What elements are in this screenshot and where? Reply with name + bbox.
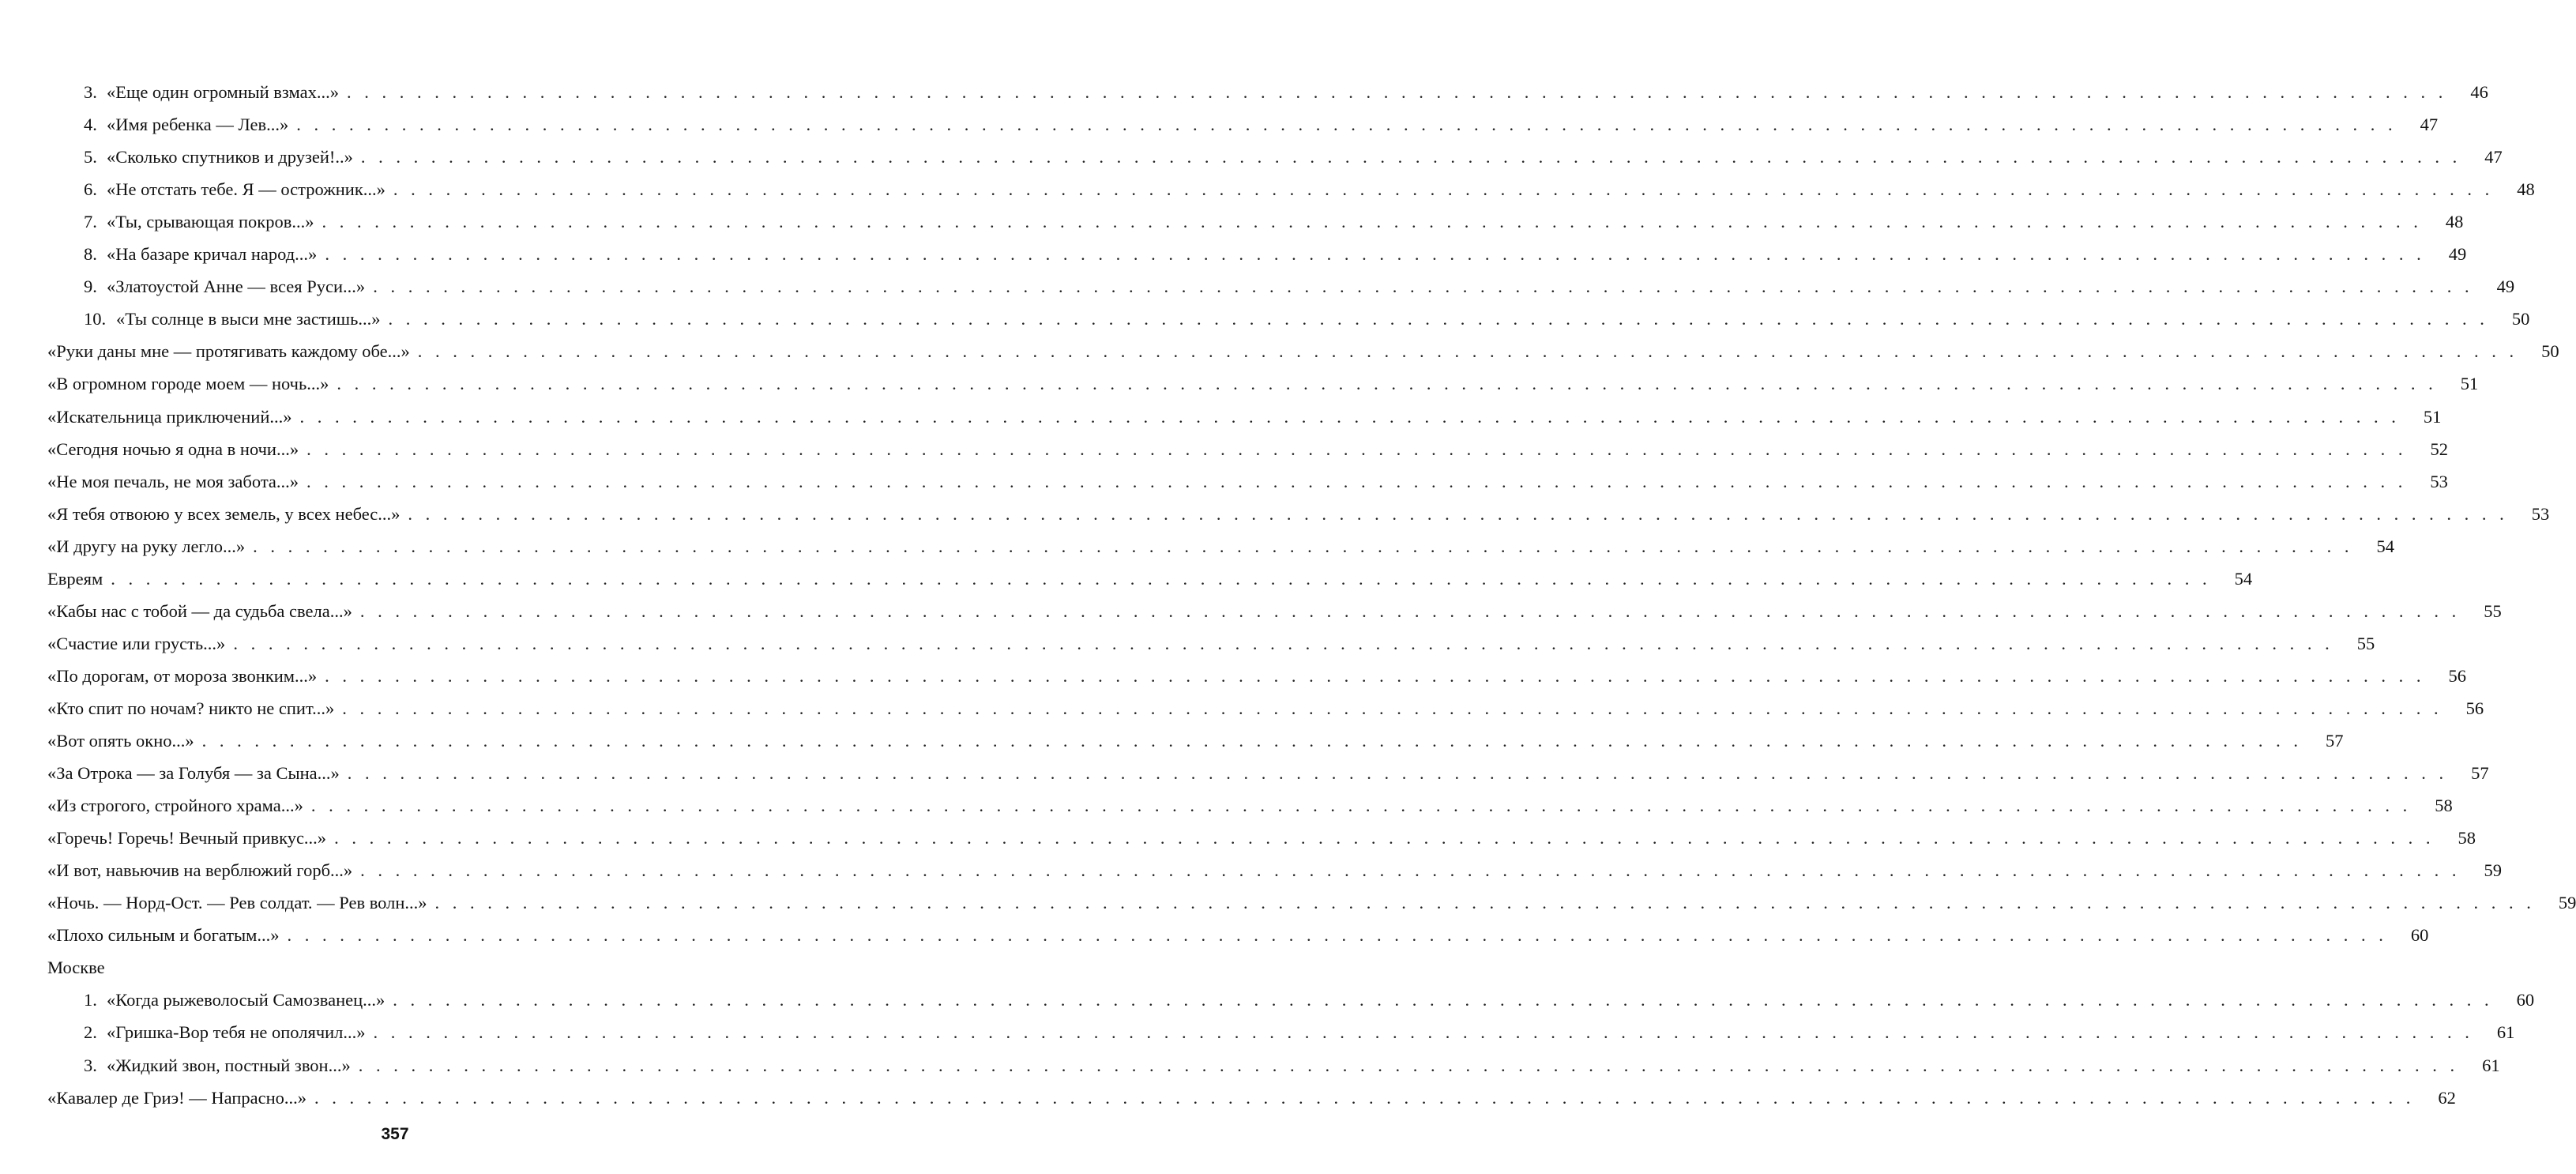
toc-entry-page: 50	[2541, 341, 2559, 362]
toc-entry-title	[84, 238, 317, 270]
toc-entry-page: 53	[2531, 503, 2550, 524]
toc-entry	[0, 173, 2535, 205]
toc-entry-title	[47, 367, 329, 400]
toc-entry-text: «Кто спит по ночам? никто не спит...»	[47, 698, 335, 718]
dot-leader: . . . . . . . . . . . . . . . . . . . . . . . . . . . . . . . . . . . . . . . . . . . . . . . . . . . . . . . . . . . . . . . . . . . . . . . . . . . . . . . . . . . . . . . . . . . . . . . . . . . . . . . . . . . . . . . . . . . . . . . .	[393, 179, 2494, 200]
toc-entry	[0, 367, 2479, 400]
toc-entry-page: 58	[2458, 828, 2476, 849]
toc-entry-text: «Кабы нас с тобой — да судьба свела...»	[47, 600, 352, 621]
toc-entry-page: 47	[2420, 115, 2439, 135]
toc-entry	[0, 724, 2344, 757]
dot-leader: . . . . . . . . . . . . . . . . . . . . . . . . . . . . . . . . . . . . . . . . . . . . . . . . . . . . . . . . . . . . . . . . . . . . . . . . . . . . . . . . . . . . . . . . . . . . . . . . . . . . . . . . . . . . . . . . . . . . . . . .	[334, 828, 2435, 849]
toc-entry-number: 1.	[84, 990, 97, 1010]
toc-entry	[0, 498, 2550, 530]
dot-leader: . . . . . . . . . . . . . . . . . . . . . . . . . . . . . . . . . . . . . . . . . . . . . . . . . . . . . . . . . . . . . . . . . . . . . . . . . . . . . . . . . . . . . . . . . . . . . . . . . . . . . . . . . . . . . . . . . . . . . . . .	[373, 277, 2474, 297]
toc-entry-text: «Из строгого, стройного храма...»	[47, 796, 303, 816]
toc-entry-title	[47, 335, 410, 367]
toc-entry	[0, 1016, 2515, 1048]
toc-entry-page: 56	[2465, 698, 2484, 718]
dot-leader: . . . . . . . . . . . . . . . . . . . . . . . . . . . . . . . . . . . . . . . . . . . . . . . . . . . . . . . . . . . . . . . . . . . . . . . . . . . . . . . . . . . . . . . . . . . . . . . . . . . . . . . . . . . . . . . . . . . . . . . .	[358, 1055, 2459, 1075]
toc-entry-page: 58	[2435, 796, 2453, 816]
toc-entry-title	[47, 627, 225, 660]
toc-entry-title	[47, 951, 105, 984]
toc-entry-title	[47, 1082, 306, 1114]
dot-leader: . . . . . . . . . . . . . . . . . . . . . . . . . . . . . . . . . . . . . . . . . . . . . . . . . . . . . . . . . . . . . . . . . . . . . . . . . . . . . . . . . . . . . . . . . . . . . . . . . . . . . . . . . . . . . . . . . . . . . . . .	[360, 147, 2461, 167]
toc-entry-page: 49	[2448, 244, 2467, 265]
toc-entry-text: Евреям	[47, 568, 103, 589]
toc-entry-text: «На базаре кричал народ...»	[107, 244, 318, 265]
toc-entry	[0, 238, 2467, 270]
toc-entry-title	[47, 692, 334, 724]
toc-entry-text: «Имя ребенка — Лев...»	[107, 115, 289, 135]
toc-entry-text: «Сколько спутников и друзей!..»	[107, 147, 353, 167]
toc-entry-number: 7.	[84, 212, 97, 232]
toc-entry-title	[84, 1016, 366, 1048]
toc-entry-page: 57	[2471, 763, 2489, 784]
dot-leader: . . . . . . . . . . . . . . . . . . . . . . . . . . . . . . . . . . . . . . . . . . . . . . . . . . . . . . . . . . . . . . . . . . . . . . . . . . . . . . . . . . . . . . . . . . . . . . . . . . . . . . . . . . . . . . . . . . . . . . . .	[306, 438, 2407, 459]
toc-entry-text: «Ты, срывающая покров...»	[107, 212, 314, 232]
toc-entry-number: 8.	[84, 244, 97, 265]
toc-entry-number: 2.	[84, 1022, 97, 1043]
toc-entry-title	[47, 465, 299, 498]
toc-entry-text: «Руки даны мне — протягивать каждому обе...»	[47, 341, 410, 362]
toc-entry	[0, 919, 2429, 951]
toc-entry-page: 60	[2410, 925, 2429, 946]
dot-leader: . . . . . . . . . . . . . . . . . . . . . . . . . . . . . . . . . . . . . . . . . . . . . . . . . . . . . . . . . . . . . . . . . . . . . . . . . . . . . . . . . . . . . . . . . . . . . . . . . . . . . . . . . . . . . . . . . . . . . . . .	[393, 990, 2494, 1010]
toc-entry-text: «В огромном городе моем — ночь...»	[47, 374, 329, 394]
toc-entry	[0, 627, 2375, 660]
toc-entry-text: «Когда рыжеволосый Самозванец...»	[107, 990, 385, 1010]
toc-entry-title	[47, 530, 245, 563]
toc-entry	[0, 595, 2502, 627]
toc-entry-page: 46	[2470, 82, 2488, 102]
toc-entry	[0, 530, 2395, 563]
toc-entry-title	[84, 1049, 351, 1082]
dot-leader: . . . . . . . . . . . . . . . . . . . . . . . . . . . . . . . . . . . . . . . . . . . . . . . . . . . . . . . . . . . . . . . . . . . . . . . . . . . . . . . . . . . . . . . . . . . . . . . . . . . . . . . . . . . . . . . . . . . . . . . .	[342, 698, 2443, 718]
toc-entry	[0, 1082, 2456, 1114]
toc-entry-text: «За Отрока — за Голубя — за Сына...»	[47, 763, 340, 784]
toc-entry-title	[47, 886, 427, 919]
toc-entry	[0, 1049, 2500, 1082]
toc-entry-text: «Я тебя отвоюю у всех земель, у всех небес...»	[47, 503, 401, 524]
dot-leader: . . . . . . . . . . . . . . . . . . . . . . . . . . . . . . . . . . . . . . . . . . . . . . . . . . . . . . . . . . . . . . . . . . . . . . . . . . . . . . . . . . . . . . . . . . . . . . . . . . . . . . . . . . . . . . . . . . . . . . . .	[296, 115, 2397, 135]
toc-entry-title	[84, 76, 339, 108]
toc-entry-number: 10.	[84, 309, 107, 329]
toc-entry	[0, 76, 2488, 108]
dot-leader: . . . . . . . . . . . . . . . . . . . . . . . . . . . . . . . . . . . . . . . . . . . . . . . . . . . . . . . . . . . . . . . . . . . . . . . . . . . . . . . . . . . . . . . . . . . . . . . . . . . . . . . . . . . . . . . . . . . . . . . .	[306, 471, 2407, 491]
dot-leader: . . . . . . . . . . . . . . . . . . . . . . . . . . . . . . . . . . . . . . . . . . . . . . . . . . . . . . . . . . . . . . . . . . . . . . . . . . . . . . . . . . . . . . . . . . . . . . . . . . . . . . . . . . . . . . . . . . . . . . . .	[325, 244, 2426, 265]
toc-entry-text: «Вот опять окно...»	[47, 731, 194, 751]
toc-entry-title	[47, 919, 280, 951]
toc-entry	[0, 822, 2476, 854]
toc-entry-page: 49	[2496, 277, 2515, 297]
toc-entry-title	[84, 141, 353, 173]
toc-entry-page: 54	[2376, 536, 2395, 556]
toc-entry-title	[47, 660, 317, 692]
toc-entry	[0, 141, 2503, 173]
dot-leader: . . . . . . . . . . . . . . . . . . . . . . . . . . . . . . . . . . . . . . . . . . . . . . . . . . . . . . . . . . . . . . . . . . . . . . . . . . . . . . . . . . . . . . . . . . . . . . . . . . . . . . . . . . . . . . . . . . . . . . . .	[201, 731, 2303, 751]
toc-entry-page: 52	[2430, 438, 2448, 459]
toc-entry-text: «И другу на руку легло...»	[47, 536, 246, 556]
toc-entry-number: 9.	[84, 277, 97, 297]
toc-entry-title	[84, 303, 380, 335]
dot-leader: . . . . . . . . . . . . . . . . . . . . . . . . . . . . . . . . . . . . . . . . . . . . . . . . . . . . . . . . . . . . . . . . . . . . . . . . . . . . . . . . . . . . . . . . . . . . . . . . . . . . . . . . . . . . . . . . . . . . . . . .	[325, 665, 2426, 686]
toc-entry-text: «Искательница приключений...»	[47, 406, 292, 427]
toc-entry	[0, 886, 2576, 919]
toc-entry-title	[47, 595, 352, 627]
toc-entry-number: 5.	[84, 147, 97, 167]
toc-entry-page: 59	[2558, 893, 2576, 913]
toc-entry-title	[84, 108, 288, 141]
toc-entry-page: 60	[2516, 990, 2535, 1010]
dot-leader: . . . . . . . . . . . . . . . . . . . . . . . . . . . . . . . . . . . . . . . . . . . . . . . . . . . . . . . . . . . . . . . . . . . . . . . . . . . . . . . . . . . . . . . . . . . . . . . . . . . . . . . . . . . . . . . . . . . . . . . .	[346, 82, 2447, 102]
toc-entry	[0, 270, 2515, 303]
toc-entry-page: 62	[2438, 1087, 2456, 1108]
toc-entry	[0, 465, 2448, 498]
toc-entry-page: 48	[2517, 179, 2535, 200]
toc-entry-page: 55	[2356, 633, 2375, 653]
toc-entry-page: 54	[2234, 568, 2253, 589]
toc-entry-page: 48	[2445, 212, 2464, 232]
toc-entry-text: «Счастие или грусть...»	[47, 633, 226, 653]
toc-entry-text: «Горечь! Горечь! Вечный привкус...»	[47, 828, 327, 849]
dot-leader: . . . . . . . . . . . . . . . . . . . . . . . . . . . . . . . . . . . . . . . . . . . . . . . . . . . . . . . . . . . . . . . . . . . . . . . . . . . . . . . . . . . . . . . . . . . . . . . . . . . . . . . . . . . . . . . . . . . . . . . .	[408, 503, 2509, 524]
toc-entry-page: 50	[2511, 309, 2530, 329]
dot-leader: . . . . . . . . . . . . . . . . . . . . . . . . . . . . . . . . . . . . . . . . . . . . . . . . . . . . . . . . . . . . . . . . . . . . . . . . . . . . . . . . . . . . . . . . . . . . . . . . . . . . . . . . . . . . . . . . . . . . . . . .	[337, 374, 2438, 394]
dot-leader: . . . . . . . . . . . . . . . . . . . . . . . . . . . . . . . . . . . . . . . . . . . . . . . . . . . . . . . . . . . . . . . . . . . . . . . . . . . . . . . . . . . . . . . . . . . . . . . . . . . . . . . . . . . . . . . . . . . . . . . .	[360, 860, 2461, 881]
toc-entry-title	[84, 984, 385, 1016]
toc-entry	[0, 303, 2530, 335]
toc-entry	[0, 951, 744, 984]
toc-entry-number: 4.	[84, 115, 97, 135]
toc-entry-text: «Ты солнце в выси мне застишь...»	[116, 309, 381, 329]
toc-entry-page: 61	[2482, 1055, 2500, 1075]
toc-entry	[0, 660, 2467, 692]
toc-entry-title	[47, 433, 299, 465]
toc-entry-text: «Кавалер де Гриэ! — Напрасно...»	[47, 1087, 307, 1108]
toc-entry-text: «Еще один огромный взмах...»	[107, 82, 339, 102]
toc-entry-title	[47, 401, 292, 433]
toc-entry-text: «Сегодня ночью я одна в ночи...»	[47, 438, 299, 459]
toc-entry	[0, 108, 2439, 141]
toc-entry-page: 53	[2430, 471, 2448, 491]
toc-entry-title	[47, 498, 400, 530]
dot-leader: . . . . . . . . . . . . . . . . . . . . . . . . . . . . . . . . . . . . . . . . . . . . . . . . . . . . . . . . . . . . . . . . . . . . . . . . . . . . . . . . . . . . . . . . . . . . . . . . . . . . . . . . . . . . . . . . . . . . . . . .	[253, 536, 2354, 556]
toc-entry-text: «Ночь. — Норд-Ост. — Рев солдат. — Рев волн...»	[47, 893, 427, 913]
toc-entry-number: 6.	[84, 179, 97, 200]
toc-entry-title	[84, 173, 385, 205]
toc-entry-title	[47, 563, 103, 595]
toc-entry	[0, 789, 2453, 822]
toc-entry	[0, 335, 2559, 367]
dot-leader: . . . . . . . . . . . . . . . . . . . . . . . . . . . . . . . . . . . . . . . . . . . . . . . . . . . . . . . . . . . . . . . . . . . . . . . . . . . . . . . . . . . . . . . . . . . . . . . . . . . . . . . . . . . . . . . . . . . . . . . .	[417, 341, 2518, 362]
dot-leader: . . . . . . . . . . . . . . . . . . . . . . . . . . . . . . . . . . . . . . . . . . . . . . . . . . . . . . . . . . . . . . . . . . . . . . . . . . . . . . . . . . . . . . . . . . . . . . . . . . . . . . . . . . . . . . . . . . . . . . . .	[388, 309, 2489, 329]
toc-entry-title	[47, 822, 326, 854]
toc-entry	[0, 563, 2253, 595]
toc-entry-title	[47, 854, 352, 886]
toc-entry	[0, 984, 2535, 1016]
toc-entry	[0, 757, 2489, 789]
toc-entry	[0, 433, 2448, 465]
toc-entry-text: «Жидкий звон, постный звон...»	[107, 1055, 351, 1075]
dot-leader: . . . . . . . . . . . . . . . . . . . . . . . . . . . . . . . . . . . . . . . . . . . . . . . . . . . . . . . . . . . . . . . . . . . . . . . . . . . . . . . . . . . . . . . . . . . . . . . . . . . . . . . . . . . . . . . . . . . . . . . .	[287, 925, 2388, 946]
toc-entry-text: «Не моя печаль, не моя забота...»	[47, 471, 299, 491]
toc-entry-page: 57	[2326, 731, 2344, 751]
dot-leader: . . . . . . . . . . . . . . . . . . . . . . . . . . . . . . . . . . . . . . . . . . . . . . . . . . . . . . . . . . . . . . . . . . . . . . . . . . . . . . . . . . . . . . . . . . . . . . . . . . . . . . . . . . . . . . . . . . . . . . . .	[299, 406, 2401, 427]
toc-entry-page: 59	[2484, 860, 2503, 881]
toc-entry-text: Москве	[47, 958, 105, 978]
dot-leader: . . . . . . . . . . . . . . . . . . . . . . . . . . . . . . . . . . . . . . . . . . . . . . . . . . . . . . . . . . . . . . . . . . . . . . . . . . . . . . . . . . . . . . . . . . . . . . . . . . . . . . . . . . . . . . . . . . . . . . . .	[322, 212, 2423, 232]
toc-entry-text: «Плохо сильным и богатым...»	[47, 925, 280, 946]
toc-entry-text: «Не отстать тебе. Я — острожник...»	[107, 179, 385, 200]
dot-leader: . . . . . . . . . . . . . . . . . . . . . . . . . . . . . . . . . . . . . . . . . . . . . . . . . . . . . . . . . . . . . . . . . . . . . . . . . . . . . . . . . . . . . . . . . . . . . . . . . . . . . . . . . . . . . . . . . . . . . . . .	[310, 796, 2412, 816]
toc-entry-page: 61	[2496, 1022, 2515, 1043]
toc-entry-number: 3.	[84, 1055, 97, 1075]
toc-entry	[0, 205, 2464, 238]
toc-entry	[0, 401, 2442, 433]
toc-entry-page: 51	[2460, 374, 2479, 394]
dot-leader: . . . . . . . . . . . . . . . . . . . . . . . . . . . . . . . . . . . . . . . . . . . . . . . . . . . . . . . . . . . . . . . . . . . . . . . . . . . . . . . . . . . . . . . . . . . . . . . . . . . . . . . . . . . . . . . . . . . . . . . .	[373, 1022, 2474, 1043]
toc-entry-page: 51	[2423, 406, 2442, 427]
dot-leader: . . . . . . . . . . . . . . . . . . . . . . . . . . . . . . . . . . . . . . . . . . . . . . . . . . . . . . . . . . . . . . . . . . . . . . . . . . . . . . . . . . . . . . . . . . . . . . . . . . . . . . . . . . . . . . . . . . . . . . . .	[434, 893, 2536, 913]
toc-entry-page: 55	[2484, 600, 2502, 621]
toc-entry-text: «Златоустой Анне — всея Руси...»	[107, 277, 366, 297]
toc-entry-title	[47, 789, 303, 822]
dot-leader: . . . . . . . . . . . . . . . . . . . . . . . . . . . . . . . . . . . . . . . . . . . . . . . . . . . . . . . . . . . . . . . . . . . . . . . . . . . . . . . . . . . . . . . . . . . . . . . . . . . . . . . . . . . . . . . . . . . . . . . .	[359, 600, 2461, 621]
toc-entry-title	[84, 205, 314, 238]
dot-leader: . . . . . . . . . . . . . . . . . . . . . . . . . . . . . . . . . . . . . . . . . . . . . . . . . . . . . . . . . . . . . . . . . . . . . . . . . . . . . . . . . . . . . . . . . . . . . . . . . . . . . . . . . . . . . . . . . . . . . . . .	[111, 568, 2212, 589]
toc-entry	[0, 692, 2484, 724]
toc-entry-page: 56	[2448, 665, 2467, 686]
toc-entry-title	[47, 757, 340, 789]
page-number: 357	[381, 1125, 409, 1143]
toc-entry-page: 47	[2484, 147, 2503, 167]
toc-entry-number: 3.	[84, 82, 97, 102]
dot-leader: . . . . . . . . . . . . . . . . . . . . . . . . . . . . . . . . . . . . . . . . . . . . . . . . . . . . . . . . . . . . . . . . . . . . . . . . . . . . . . . . . . . . . . . . . . . . . . . . . . . . . . . . . . . . . . . . . . . . . . . .	[347, 763, 2448, 784]
toc-entry-title	[47, 724, 194, 757]
dot-leader: . . . . . . . . . . . . . . . . . . . . . . . . . . . . . . . . . . . . . . . . . . . . . . . . . . . . . . . . . . . . . . . . . . . . . . . . . . . . . . . . . . . . . . . . . . . . . . . . . . . . . . . . . . . . . . . . . . . . . . . .	[314, 1087, 2415, 1108]
toc-entry-text: «Гришка-Вор тебя не ополячил...»	[107, 1022, 366, 1043]
toc-entry-title	[84, 270, 365, 303]
toc-entry	[0, 854, 2503, 886]
dot-leader: . . . . . . . . . . . . . . . . . . . . . . . . . . . . . . . . . . . . . . . . . . . . . . . . . . . . . . . . . . . . . . . . . . . . . . . . . . . . . . . . . . . . . . . . . . . . . . . . . . . . . . . . . . . . . . . . . . . . . . . .	[233, 633, 2334, 653]
toc-entry-text: «И вот, навьючив на верблюжий горб...»	[47, 860, 353, 881]
toc-entry-text: «По дорогам, от мороза звонким...»	[47, 665, 318, 686]
